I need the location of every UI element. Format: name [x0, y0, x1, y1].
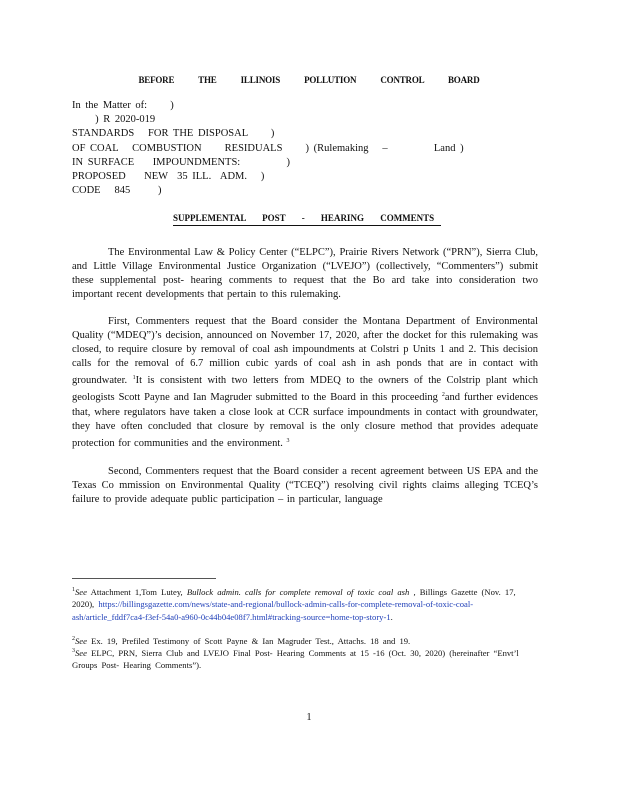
- document-title: SUPPLEMENTAL POST - HEARING COMMENTS: [173, 213, 441, 226]
- footnote-1: [72, 584, 532, 623]
- footnote-text: Ex. 19, Prefiled Testimony of Scott Payne & Ian Magruder Test., Attachs. 18 and 19.: [86, 636, 411, 646]
- footnote-text: Attachment 1,Tom Lutey,: [86, 587, 187, 597]
- article-link[interactable]: https://billingsgazette.com/news/state-and-regional/bullock-admin-calls-for-complete-removal-of-toxic-coal-ash/article_fddf7ca4-f3ef-54a0-a960-0c44b04e08f7.html#tracking-source=home-top-story-1: [72, 599, 474, 622]
- caption-line: CODE 845 ): [72, 185, 162, 197]
- footnote-3: [72, 645, 532, 672]
- board-header: BEFORE THE ILLINOIS POLLUTION CONTROL BOARD: [138, 75, 480, 85]
- footnote-ref-2[interactable]: 2: [441, 392, 445, 399]
- paragraph-intro: The Environmental Law & Policy Center (“ELPC”), Prairie Rivers Network (“PRN”), Sierra Club, and Little Village Environmental Justice Organization (“LVEJO”) (collectively, “Commenters”) submit these supplemental post- hearing comments to request that the Bo ard take into consideration two important recent developments that pertain to this rulemaking.: [72, 247, 538, 301]
- footnote-signal: See: [75, 636, 87, 646]
- footnote-signal: See: [75, 587, 87, 597]
- footnote-divider: [72, 578, 216, 579]
- footnote-ref-3[interactable]: 3: [286, 437, 290, 444]
- footnote-mark: 3: [72, 648, 75, 654]
- footnote-ref-1[interactable]: 1: [132, 375, 136, 382]
- article-title: Bullock admin. calls for complete removal of toxic coal ash: [186, 587, 410, 597]
- paragraph-text: and further evidences that, where regulators have taken a close look at CCR surface impoundments in contact with groundwater, they have often concluded that closure by removal is the only closure method that provides adequate protection for communities and the environment.: [72, 392, 539, 449]
- case-caption: [72, 99, 512, 198]
- footnote-signal: See: [75, 648, 87, 658]
- caption-line: PROPOSED NEW 35 ILL. ADM. ): [72, 171, 265, 183]
- footnote-text: .: [390, 611, 393, 622]
- caption-line: ) R 2020-019: [72, 114, 156, 126]
- caption-line: In the Matter of: ): [72, 100, 174, 111]
- footnote-mark: 2: [72, 636, 75, 642]
- paragraph-second-request: Second, Commenters request that the Board consider a recent agreement between US EPA and the Texas Co mmission on Environmental Quality (“TCEQ”) resolving civil rights claims alleging TCEQ’s failure to provide adequate public participation – in particular, language: [72, 466, 538, 506]
- paragraph-text: It is consistent with two letters from MDEQ to the owners of the Colstrip plant which geologists Scott Payne and Ian Magruder submitted to the Board in this proceeding: [72, 375, 539, 404]
- footnote-text: ELPC, PRN, Sierra Club and LVEJO Final Post- Hearing Comments at 15 -16 (Oct. 30, 2020) (hereinafter “Envt’l Groups Post- Hearing Comments”).: [72, 648, 519, 671]
- footnote-mark: 1: [72, 587, 75, 593]
- caption-line: OF COAL COMBUSTION RESIDUALS ) (Rulemaking – Land ): [72, 142, 464, 154]
- caption-line: STANDARDS FOR THE DISPOSAL ): [72, 128, 275, 140]
- paragraph-text: First, Commenters request that the Board consider the Montana Department of Environmental Quality (“MDEQ”)’s decision, announced on November 17, 2020, after the docket for this rulemaking was closed, to require closure by removal of coal ash impoundments at Colstri p Units 1 and 2. This decision calls for the removal of 6.7 million cubic yards of coal ash in ash ponds that are in contact with groundwater.: [72, 316, 538, 387]
- caption-line: IN SURFACE IMPOUNDMENTS: ): [72, 156, 290, 168]
- footnote-text: , Billings Gazette (Nov. 17, 2020),: [72, 587, 516, 610]
- page-number: 1: [306, 712, 312, 723]
- paragraph-first-request: [72, 315, 538, 451]
